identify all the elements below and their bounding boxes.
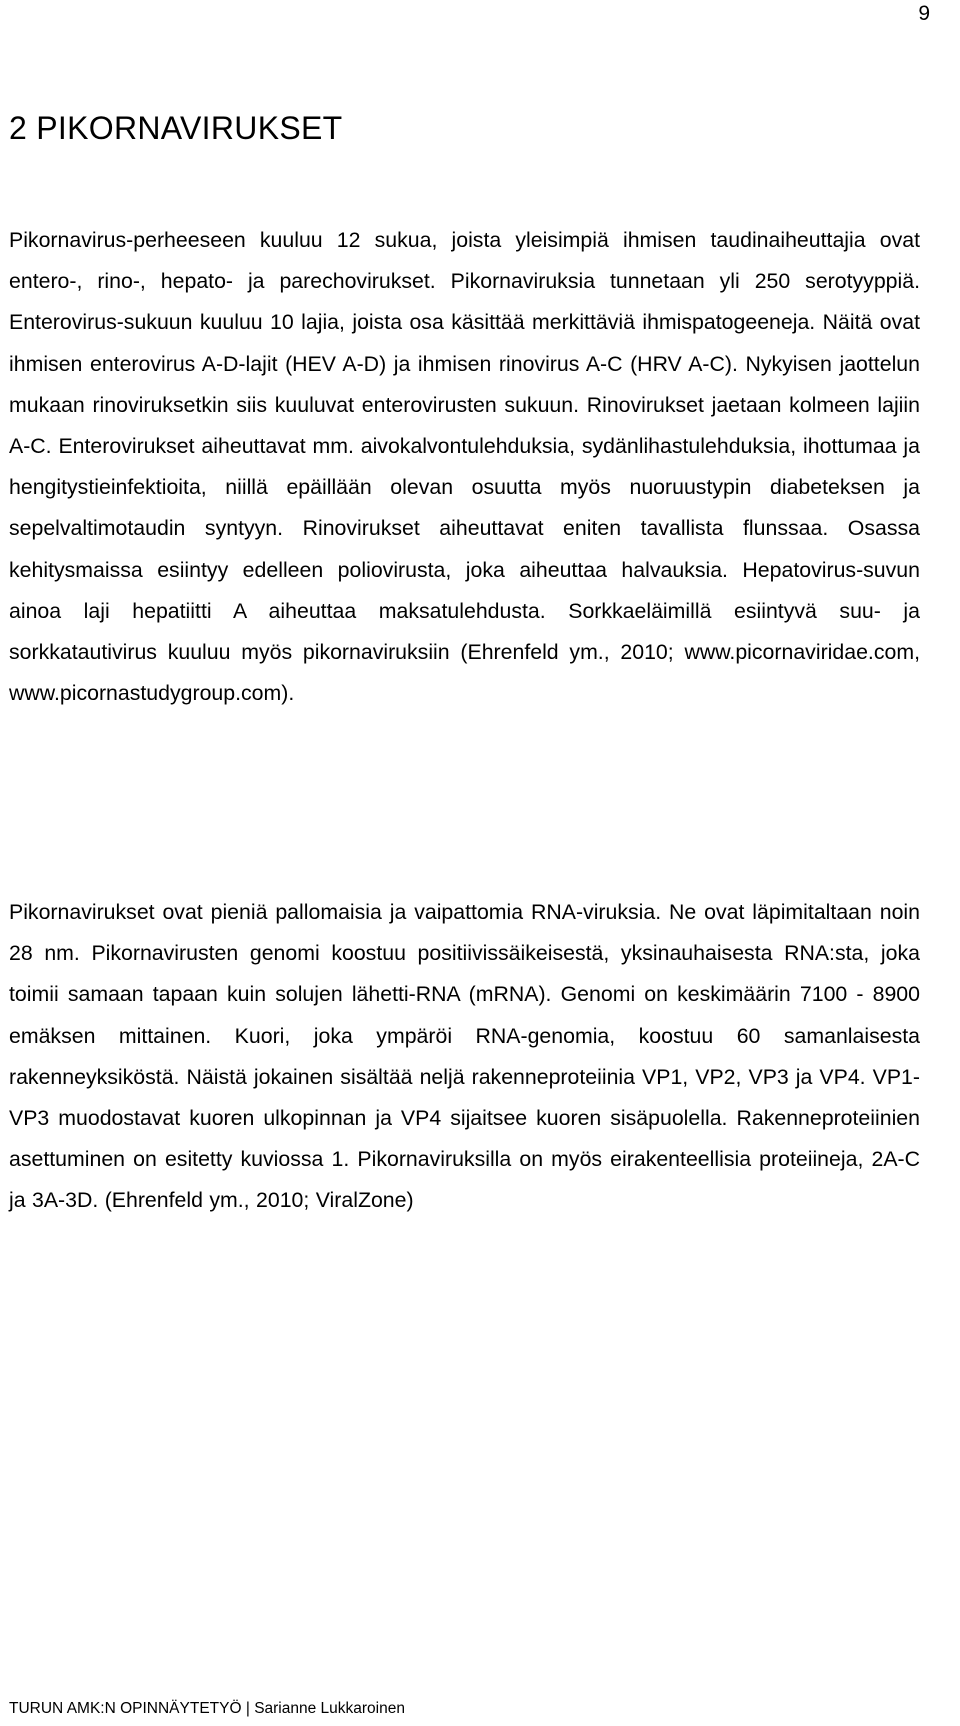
footer-author: Sarianne Lukkaroinen bbox=[254, 1700, 405, 1717]
footer-institution: TURUN AMK:N OPINNÄYTETYÖ bbox=[9, 1700, 242, 1717]
chapter-title: 2 PIKORNAVIRUKSET bbox=[9, 110, 343, 146]
body-paragraph-1: Pikornavirus-perheeseen kuuluu 12 sukua, joista yleisimpiä ihmisen taudinaiheuttajia ovat entero-, rino-, hepato- ja parechovirukset. Pikornaviruksia tunnetaan yli 250 serotyyppiä. Enterovirus-sukuun kuuluu 10 lajia, joista osa käsittää merkittäviä ihmispatogeeneja. Näitä ovat ihmisen enterovirus A-D-lajit (HEV A-D) ja ihmisen rinovirus A-C (HRV A-C). Nykyisen jaottelun mukaan rinoviruksetkin siis kuuluvat enterovirusten sukuun. Rinovirukset jaetaan kolmeen lajiin A-C. Enterovirukset aiheuttavat mm. aivokalvontulehduksia, sydänlihastulehduksia, ihottumaa ja hengitystieinfektioita, niillä epäillään olevan osuutta myös nuoruustypin diabeteksen ja sepelvaltimotaudin syntyyn. Rinovirukset aiheuttavat eniten tavallista flunssaa. Osassa kehitysmaissa esiintyy edelleen poliovirusta, joka aiheuttaa halvauksia. Hepatovirus-suvun ainoa laji hepatiitti A aiheuttaa maksatulehdusta. Sorkkaeläimillä esiintyvä suu- ja sorkkatautivirus kuuluu myös pikornaviruksiin (Ehrenfeld ym., 2010; www.picornaviridae.com, www.picornastudygroup.com). bbox=[9, 228, 920, 706]
footer-separator: | bbox=[245, 1700, 250, 1717]
footer bbox=[9, 1700, 405, 1718]
body-paragraph-2: Pikornavirukset ovat pieniä pallomaisia ja vaipattomia RNA-viruksia. Ne ovat läpimitaltaan noin 28 nm. Pikornavirusten genomi koostuu positiivissäikeisestä, yksinauhaisesta RNA:sta, joka toimii samaan tapaan kuin solujen lähetti-RNA (mRNA). Genomi on keskimäärin 7100 - 8900 emäksen mittainen. Kuori, joka ympäröi RNA-genomia, koostuu 60 samanlaisesta rakenneyksiköstä. Näistä jokainen sisältää neljä rakenneproteiinia VP1, VP2, VP3 ja VP4. VP1-VP3 muodostavat kuoren ulkopinnan ja VP4 sijaitsee kuoren sisäpuolella. Rakenneproteiinien asettuminen on esitetty kuviossa 1. Pikornaviruksilla on myös eirakenteellisia proteiineja, 2A-C ja 3A-3D. (Ehrenfeld ym., 2010; ViralZone) bbox=[9, 900, 920, 1213]
page-number: 9 bbox=[918, 2, 930, 25]
